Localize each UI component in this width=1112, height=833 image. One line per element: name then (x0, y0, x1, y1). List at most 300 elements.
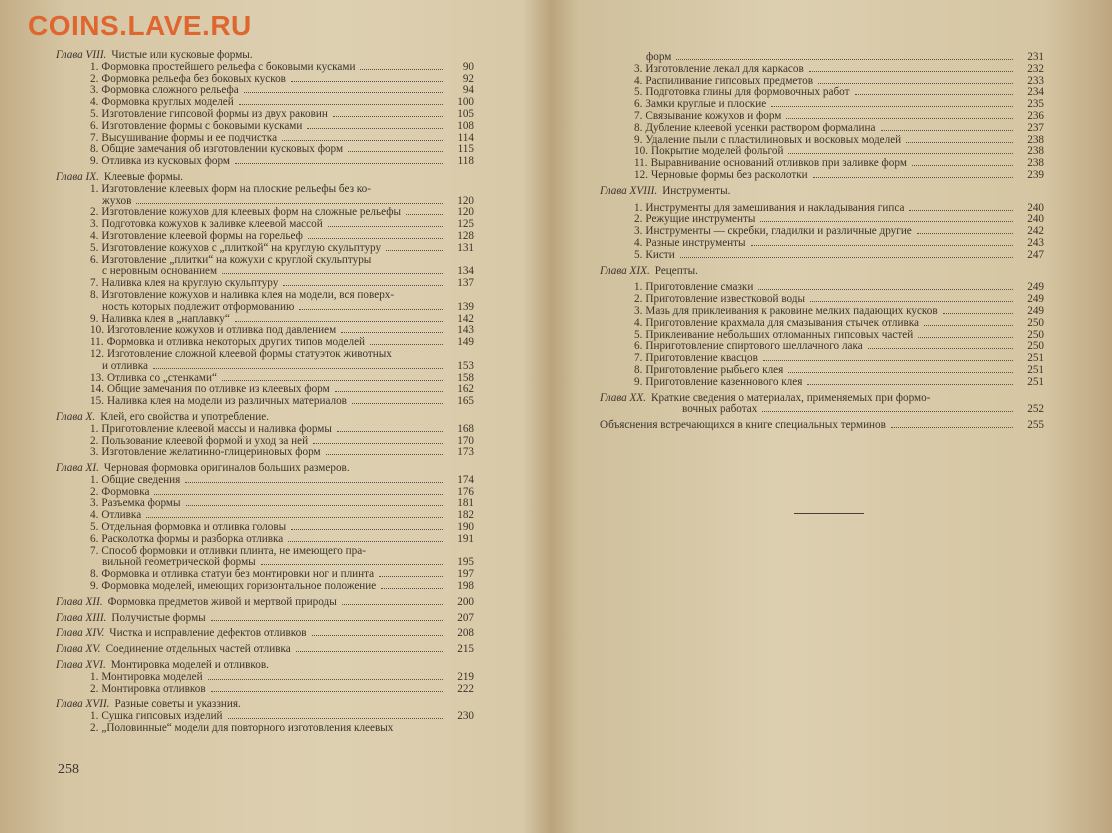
leader-dots (360, 69, 443, 70)
entry-text: Дубление клеевой усенки раствором формалина (645, 121, 876, 134)
entry-number: 9. (90, 312, 99, 325)
leader-dots (283, 285, 443, 286)
chapter-title: Монтировка моделей и отливков. (110, 659, 269, 672)
leader-dots (244, 92, 443, 93)
page-ref: 231 (1027, 51, 1044, 63)
entry-text: Изготовление кожухов для клеевых форм на сложные рельефы (101, 206, 401, 219)
entry-text: Приготовление крахмала для смазывания стычек отливка (645, 316, 920, 329)
page-number: 258 (58, 762, 79, 777)
chapter-title: Краткие сведения о материалах, применяемых при формо- (651, 391, 931, 404)
leader-dots (381, 588, 443, 589)
leader-dots (917, 233, 1013, 234)
entry-text: Способ формовки и отливки плинта, не имеющего пра- (101, 544, 366, 557)
entry-text-cont: жухов (102, 194, 132, 207)
entry-number: 1. (90, 710, 99, 723)
entry-number: 1. (90, 60, 99, 73)
entry-number: 6. (90, 253, 99, 266)
entry-number: 1. (634, 201, 643, 214)
toc-entry (600, 377, 1044, 389)
chapter-title: Клей, его свойства и употребление. (100, 410, 270, 423)
entry-number: 6. (634, 340, 643, 353)
leader-dots (222, 273, 443, 274)
page-ref: 105 (457, 107, 474, 120)
entry-text: Приготовление квасцов (645, 352, 758, 365)
entry-text: Высушивание формы и ее подчистка (101, 131, 278, 144)
entry-text: Подготовка глины для формовочных работ (645, 86, 850, 99)
entry-text: Формовка простейшего рельефа с боковыми кусками (101, 60, 356, 73)
entry-text: Выравнивание оснований отливков при заливке форм (650, 157, 907, 170)
entry-text: Изготовление кожухов и наливка клея на модели, вся поверх- (101, 288, 395, 301)
chapter-number: Глава XIII. (56, 611, 107, 624)
leader-dots (185, 482, 443, 483)
entry-number: 2. (634, 213, 643, 226)
entry-number: 2. (90, 72, 99, 85)
entry-number: 5. (634, 86, 643, 99)
entry-text: Разные инструменты (645, 236, 746, 249)
end-rule (794, 513, 864, 514)
entry-number: 8. (90, 568, 99, 581)
leader-dots (818, 83, 1013, 84)
entry-number: 7. (634, 109, 643, 122)
entry-text-cont: вильной геометрической формы (102, 556, 256, 569)
entry-number: 12. (90, 347, 104, 360)
entry-text: „Половинные“ модели для повторного изготовления клеевых (101, 722, 394, 735)
leader-dots (855, 94, 1014, 95)
entry-number: 6. (90, 532, 99, 545)
chapter-title: Рецепты. (654, 264, 698, 277)
page-ref: 92 (462, 72, 474, 85)
leader-dots (771, 106, 1013, 107)
entry-text: Пнриготовление спиртового шеллачного лака (645, 340, 863, 353)
entry-number: 1. (634, 281, 643, 294)
leader-dots (222, 380, 443, 381)
glossary-entry (600, 420, 1044, 432)
entry-text-cont: ность которых подлежит отформованию (102, 300, 295, 313)
chapter-title: Формовка предметов живой и мертвой природы (107, 595, 337, 608)
entry-text: Изготовление „плитки“ на кожухи с круглой скульптуры (101, 253, 372, 266)
page-ref: 114 (457, 131, 474, 144)
page-ref: 232 (1027, 62, 1044, 75)
page-ref: 162 (457, 383, 474, 396)
page-ref: 233 (1027, 74, 1044, 87)
leader-dots (235, 163, 443, 164)
leader-dots (208, 679, 443, 680)
entry-text-cont: форм (646, 51, 672, 63)
page-ref: 222 (457, 682, 474, 695)
chapter-title: Чистка и исправление дефектов отливков (109, 627, 307, 640)
glossary-text: Объяснения встречающихся в книге специальных терминов (600, 419, 886, 432)
page-ref: 236 (1027, 109, 1044, 122)
entry-number: 15. (90, 395, 104, 408)
right-page (600, 52, 1044, 432)
entry-text: Кисти (645, 248, 675, 261)
entry-text: Изготовление формы с боковыми кусками (101, 119, 303, 132)
leader-dots (288, 541, 443, 542)
entry-number: 5. (634, 328, 643, 341)
entry-number: 2. (90, 722, 99, 735)
page-ref: 250 (1027, 340, 1044, 353)
chapter-heading (56, 412, 474, 424)
leader-dots (680, 257, 1013, 258)
chapter-number: Глава XV. (56, 643, 101, 656)
entry-number: 4. (634, 74, 643, 87)
toc-entry (56, 723, 474, 735)
entry-number: 3. (90, 446, 99, 459)
entry-text: Связывание кожухов и форм (645, 109, 782, 122)
page-ref: 240 (1027, 201, 1044, 214)
entry-number: 2. (90, 682, 99, 695)
entry-text: Формовка и отливка некоторых других типов моделей (106, 336, 366, 349)
entry-text: Подготовка кожухов к заливке клеевой массой (101, 218, 323, 231)
leader-dots (299, 309, 443, 310)
toc-entry (56, 424, 474, 436)
entry-text: Покрытие моделей фольгой (650, 145, 784, 158)
page-ref: 219 (457, 670, 474, 683)
leader-dots (326, 454, 443, 455)
entry-text: Наливка клея на модели из различных материалов (106, 395, 347, 408)
leader-dots (239, 104, 443, 105)
entry-text: Приготовление рыбьего клея (645, 363, 784, 376)
chapter-heading (600, 393, 1044, 405)
entry-text: Изготовление лекал для каркасов (645, 62, 804, 75)
entry-number: 2. (634, 293, 643, 306)
entry-number: 4. (634, 236, 643, 249)
leader-dots (328, 226, 443, 227)
entry-number: 14. (90, 383, 104, 396)
chapter-title: Разные советы и указзния. (114, 698, 241, 711)
leader-dots (868, 348, 1013, 349)
page-ref: 249 (1027, 293, 1044, 306)
entry-number: 7. (90, 544, 99, 557)
leader-dots (881, 130, 1014, 131)
entry-number: 1. (90, 473, 99, 486)
chapter-number: Глава XVI. (56, 659, 106, 672)
entry-text: Изготовление гипсовой формы из двух раковин (101, 107, 328, 120)
page-ref: 158 (457, 371, 474, 384)
leader-dots (924, 325, 1013, 326)
page-ref: 94 (462, 84, 474, 97)
leader-dots (762, 411, 1013, 412)
page-ref: 108 (457, 119, 474, 132)
entry-text: Формовка и отливка статуи без монтировки ног и плинта (101, 568, 375, 581)
entry-number: 9. (90, 155, 99, 168)
page-ref: 238 (1027, 157, 1044, 170)
page-ref: 243 (1027, 236, 1044, 249)
toc-entry (600, 318, 1044, 330)
leader-dots (291, 529, 443, 530)
entry-number: 8. (634, 121, 643, 134)
page-ref: 125 (457, 218, 474, 231)
entry-number: 2. (90, 434, 99, 447)
page-ref: 230 (457, 710, 474, 723)
entry-text: Формовка рельефа без боковых кусков (101, 72, 286, 85)
page-ref: 242 (1027, 225, 1044, 238)
toc-entry (600, 250, 1044, 262)
toc-entry (56, 243, 474, 255)
page-ref: 174 (457, 473, 474, 486)
page-ref: 118 (457, 155, 474, 168)
entry-text: Изготовление сложной клеевой формы статуэток животных (106, 347, 392, 360)
chapter-number: Глава XX. (600, 391, 647, 404)
chapter-heading (56, 172, 474, 184)
entry-text: Формовка (101, 485, 150, 498)
entry-text: Изготовление кожухов и отливка под давлением (106, 324, 337, 337)
watermark: COINS.LAVE.RU (28, 10, 252, 41)
entry-text: Приготовление казеннового клея (645, 375, 803, 388)
entry-number: 5. (634, 248, 643, 261)
page-ref: 255 (1027, 419, 1044, 432)
entry-text: Отливка из кусковых форм (101, 155, 230, 168)
leader-dots (342, 604, 443, 605)
page-ref: 90 (462, 60, 474, 73)
page-ref: 139 (457, 300, 474, 313)
leader-dots (758, 289, 1013, 290)
page-ref: 149 (457, 336, 474, 349)
toc-entry (56, 231, 474, 243)
page-ref: 249 (1027, 304, 1044, 317)
entry-text-cont: и отливка (102, 359, 148, 372)
entry-text: Инструменты — скребки, гладилки и различные другие (645, 225, 912, 238)
toc-entry (600, 365, 1044, 377)
toc-entry (56, 121, 474, 133)
page-ref: 181 (457, 497, 474, 510)
page-ref: 249 (1027, 281, 1044, 294)
toc-entry (56, 684, 474, 696)
leader-dots (807, 384, 1013, 385)
chapter-number: Глава XVIII. (600, 184, 658, 197)
entry-text: Изготовление желатинно-глицериновых форм (101, 446, 321, 459)
entry-text: Наливка клея в „наплавку“ (101, 312, 230, 325)
toc-entry (56, 62, 474, 74)
page-ref: 250 (1027, 328, 1044, 341)
page-ref: 197 (457, 568, 474, 581)
page-ref: 120 (457, 206, 474, 219)
leader-dots (337, 431, 443, 432)
entry-text: Отливка со „стенками“ (106, 371, 217, 384)
entry-text: Приготовление клеевой массы и наливка формы (101, 422, 332, 435)
leader-dots (333, 116, 443, 117)
entry-number: 12. (634, 168, 648, 181)
entry-text: Изготовление клеевой формы на горельеф (101, 229, 303, 242)
page-ref: 115 (457, 143, 474, 156)
leader-dots (788, 372, 1013, 373)
page-ref: 182 (457, 509, 474, 522)
chapter-number: Глава X. (56, 410, 96, 423)
chapter-title: Клеевые формы. (103, 170, 184, 183)
left-page (56, 50, 474, 735)
leader-dots (386, 250, 443, 251)
leader-dots (186, 505, 443, 506)
entry-number: 8. (90, 143, 99, 156)
entry-text: Приготовление известковой воды (645, 293, 806, 306)
page-ref: 190 (457, 521, 474, 534)
entry-number: 1. (90, 422, 99, 435)
page-ref: 234 (1027, 86, 1044, 99)
entry-number: 10. (634, 145, 648, 158)
entry-number: 3. (90, 497, 99, 510)
leader-dots (291, 81, 443, 82)
toc-entry (600, 123, 1044, 135)
entry-text: Монтировка отливков (101, 682, 206, 695)
entry-number: 13. (90, 371, 104, 384)
entry-number: 4. (90, 229, 99, 242)
leader-dots (406, 214, 443, 215)
chapter-number: Глава IX. (56, 170, 99, 183)
entry-number: 9. (634, 375, 643, 388)
entry-number: 8. (634, 363, 643, 376)
toc-entry (56, 109, 474, 121)
entry-number: 7. (90, 277, 99, 290)
entry-text: Формовка круглых моделей (101, 96, 234, 109)
leader-dots (313, 443, 443, 444)
leader-dots (891, 427, 1013, 428)
entry-number: 3. (90, 84, 99, 97)
leader-dots (912, 165, 1013, 166)
leader-dots (335, 391, 443, 392)
page-ref: 207 (457, 611, 474, 624)
page-ref: 100 (457, 96, 474, 109)
leader-dots (788, 153, 1013, 154)
toc-entry (56, 396, 474, 408)
page-ref: 168 (457, 422, 474, 435)
leader-dots (235, 321, 443, 322)
toc-entry (600, 170, 1044, 182)
chapter-heading (56, 597, 474, 609)
chapter-number: Глава XII. (56, 595, 103, 608)
entry-number: 3. (90, 218, 99, 231)
page-ref: 131 (457, 241, 474, 254)
chapter-number: Глава XI. (56, 462, 99, 475)
chapter-title: Получистые формы (111, 611, 206, 624)
leader-dots (136, 203, 443, 204)
toc-entry-continuation (56, 361, 474, 373)
leader-dots (909, 210, 1013, 211)
entry-text: Изготовление клеевых форм на плоские рельефы без ко- (101, 182, 371, 195)
entry-text: Сушка гипсовых изделий (101, 710, 223, 723)
entry-number: 7. (634, 352, 643, 365)
page-ref: 238 (1027, 145, 1044, 158)
page-ref: 239 (1027, 168, 1044, 181)
chapter-title: Чистые или кусковые формы. (111, 49, 253, 61)
entry-number: 8. (90, 288, 99, 301)
chapter-heading (56, 628, 474, 640)
page-ref: 250 (1027, 316, 1044, 329)
leader-dots (751, 245, 1013, 246)
chapter-title-continuation (600, 404, 1044, 416)
leader-dots (370, 344, 443, 345)
entry-text: Замки круглые и плоские (645, 98, 767, 111)
entry-number: 5. (90, 107, 99, 120)
chapter-heading (56, 644, 474, 656)
entry-number: 3. (634, 304, 643, 317)
entry-number: 9. (634, 133, 643, 146)
leader-dots (296, 651, 443, 652)
entry-number: 4. (90, 509, 99, 522)
page-ref: 251 (1027, 363, 1044, 376)
entry-number: 11. (90, 336, 104, 349)
entry-number: 3. (634, 62, 643, 75)
leader-dots (154, 494, 443, 495)
chapter-heading (600, 266, 1044, 278)
entry-text: Инструменты для замешивания и накладывания гипса (645, 201, 905, 214)
entry-text: Изготовление кожухов с „плиткой“ на круглую скульптуру (101, 241, 382, 254)
page-ref: 200 (457, 595, 474, 608)
entry-number: 6. (634, 98, 643, 111)
entry-text: Приготовление смазки (645, 281, 754, 294)
leader-dots (341, 332, 443, 333)
page-ref: 191 (457, 532, 474, 545)
leader-dots (211, 691, 443, 692)
leader-dots (906, 142, 1013, 143)
entry-text: Монтировка моделей (101, 670, 203, 683)
leader-dots (379, 576, 443, 577)
page-ref: 143 (457, 324, 474, 337)
chapter-heading (600, 186, 1044, 198)
leader-dots (228, 718, 443, 719)
page-ref: 137 (457, 277, 474, 290)
toc-entry (600, 64, 1044, 76)
entry-number: 4. (634, 316, 643, 329)
leader-dots (146, 517, 443, 518)
toc-entry (56, 475, 474, 487)
chapter-title: Черновая формовка оригиналов больших размеров. (103, 462, 350, 475)
chapter-number: Глава XIV. (56, 627, 105, 640)
entry-text: Формовка сложного рельефа (101, 84, 239, 97)
toc-entry (56, 534, 474, 546)
leader-dots (810, 301, 1013, 302)
entry-number: 10. (90, 324, 104, 337)
toc-entry (56, 290, 474, 302)
toc-entry-continuation (56, 302, 474, 314)
entry-text: Расколотка формы и разборка отливка (101, 532, 284, 545)
page-ref: 128 (457, 229, 474, 242)
leader-dots (809, 71, 1013, 72)
leader-dots (307, 128, 443, 129)
page-ref: 165 (457, 395, 474, 408)
page-ref: 173 (457, 446, 474, 459)
entry-text: Общие замечания по отливке из клеевых форм (106, 383, 330, 396)
leader-dots (308, 238, 443, 239)
entry-text: Отливка (101, 509, 142, 522)
leader-dots (943, 313, 1013, 314)
toc-entry (600, 111, 1044, 123)
entry-text: Удаление пыли с пластилиновых и восковых моделей (645, 133, 902, 146)
entry-number: 7. (90, 131, 99, 144)
page-ref: 170 (457, 434, 474, 447)
toc-entry (56, 156, 474, 168)
toc-entry (56, 184, 474, 196)
toc-entry (56, 672, 474, 684)
page-ref: 251 (1027, 375, 1044, 388)
leader-dots (760, 221, 1013, 222)
chapter-number: Глава XIX. (600, 264, 650, 277)
page-ref: 134 (457, 265, 474, 278)
entry-number: 3. (634, 225, 643, 238)
leader-dots (211, 620, 443, 621)
entry-number: 1. (90, 182, 99, 195)
leader-dots (918, 337, 1013, 338)
toc-entry (56, 349, 474, 361)
entry-number: 6. (90, 119, 99, 132)
page-ref: 208 (457, 627, 474, 640)
leader-dots (352, 403, 443, 404)
entry-number: 9. (90, 580, 99, 593)
page-ref: 195 (457, 556, 474, 569)
leader-dots (282, 140, 443, 141)
page-ref: 120 (457, 194, 474, 207)
entry-number: 5. (90, 241, 99, 254)
entry-number: 2. (90, 206, 99, 219)
